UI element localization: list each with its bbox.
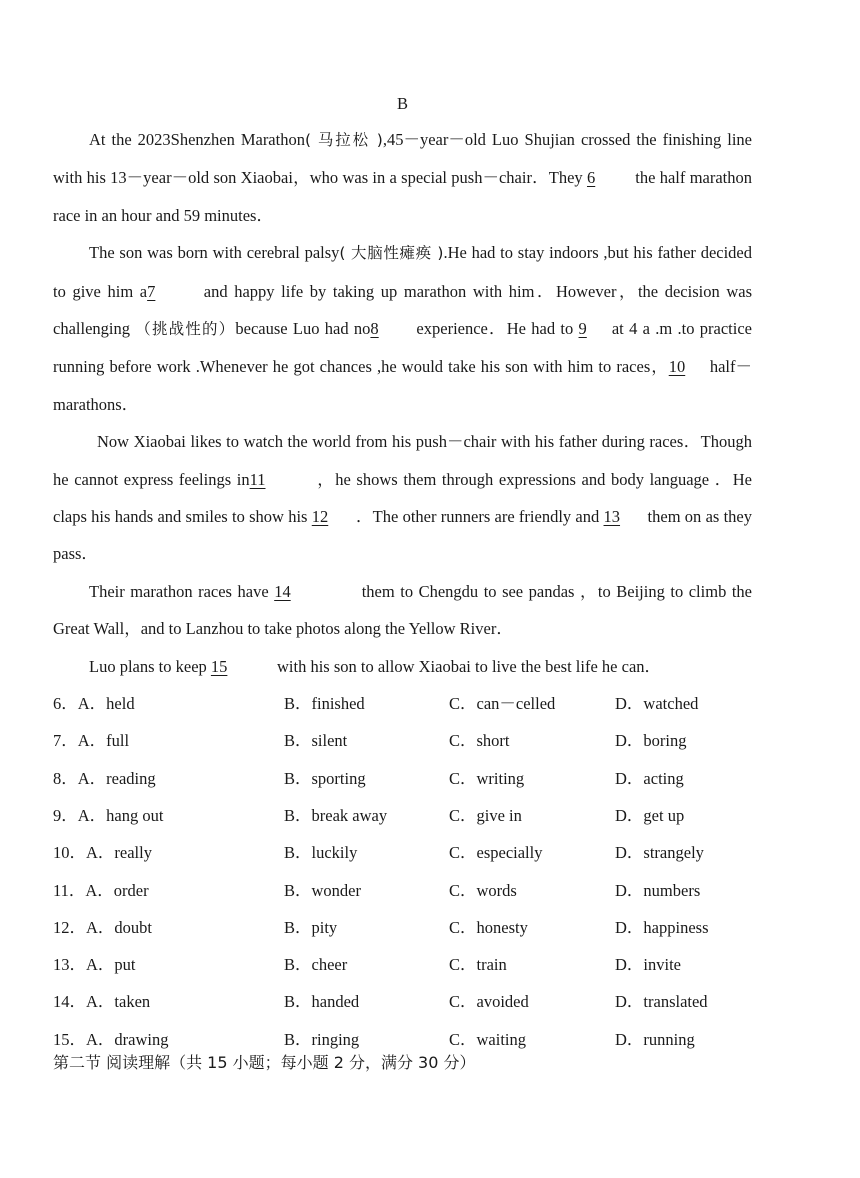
blank-10[interactable]: 10: [668, 357, 686, 377]
document-page: [53, 90, 752, 1058]
option-a[interactable]: 14．A．taken: [53, 992, 151, 1012]
passage-paragraph-4: Their marathon races have 14 them to Chengdu to see pandas ，to Beijing to climb the Great Wall，and to Lanzhou to take photos along the Yellow River．: [53, 573, 752, 648]
option-a[interactable]: 10．A．really: [53, 843, 152, 863]
option-b[interactable]: B．wonder: [284, 880, 361, 900]
option-a[interactable]: 15．A．drawing: [53, 1029, 169, 1049]
option-c[interactable]: C．words: [449, 880, 517, 900]
option-a[interactable]: 8．A．reading: [53, 768, 156, 788]
blank-11[interactable]: 11: [249, 469, 266, 489]
passage-paragraph-2: The son was born with cerebral palsy( 大脑性瘫痪 ).He had to stay indoors ,but his father decided to give him a7 and happy life by taking up marathon with him．However，the decision was challenging （挑战性的）because Luo had no8 experience．He had to 9 at 4 a .m .to practice running before work .Whenever he got chances ,he would take his son with him to races，10 half－marathons．: [53, 243, 753, 414]
passage-paragraph-1: At the 2023Shenzhen Marathon( 马拉松 ),45－year－old Luo Shujian crossed the finishing line with his 13－year－old son Xiaobai，who was in a special push－chair．They 6 the half marathon race in an hour and 59 minutes．: [53, 130, 753, 225]
option-c[interactable]: C．train: [449, 955, 507, 975]
option-a[interactable]: 13．A．put: [53, 955, 136, 975]
option-d[interactable]: D．boring: [615, 731, 687, 751]
option-d[interactable]: D．acting: [615, 768, 684, 788]
blank-7[interactable]: 7: [147, 281, 156, 301]
option-d[interactable]: D．invite: [615, 955, 681, 975]
option-d[interactable]: D．watched: [615, 694, 699, 714]
option-row: [53, 760, 752, 797]
option-a[interactable]: 6．A．held: [53, 694, 135, 714]
option-row: [53, 909, 752, 946]
option-c[interactable]: C．honesty: [449, 917, 528, 937]
option-a[interactable]: 7．A．full: [53, 731, 130, 751]
option-b[interactable]: B．finished: [284, 694, 365, 714]
option-b[interactable]: B．luckily: [284, 843, 358, 863]
option-b[interactable]: B．silent: [284, 731, 348, 751]
option-b[interactable]: B．ringing: [284, 1029, 360, 1049]
option-b[interactable]: B．pity: [284, 917, 338, 937]
blank-6[interactable]: 6: [586, 168, 596, 188]
option-c[interactable]: C．avoided: [449, 992, 529, 1012]
option-row: [53, 722, 752, 759]
option-row: [53, 834, 752, 871]
option-d[interactable]: D．get up: [615, 805, 685, 825]
blank-8[interactable]: 8: [370, 319, 379, 339]
option-c[interactable]: C．writing: [449, 768, 525, 788]
option-c[interactable]: C．can－celled: [449, 694, 556, 714]
section-title: 第二节 阅读理解（共 15 小题；每小题 2 分，满分 30 分）: [53, 1053, 476, 1072]
passage-paragraph-3: Now Xiaobai likes to watch the world from his push－chair with his father during races．Though he cannot express feelings in11 ，he shows them through expressions and body language ．He claps his hands and smiles to show his 12 ．The other runners are friendly and 13 them on as they pass．: [53, 432, 752, 564]
blank-12[interactable]: 12: [311, 507, 329, 527]
blank-14[interactable]: 14: [274, 581, 291, 601]
option-b[interactable]: B．sporting: [284, 768, 366, 788]
option-b[interactable]: B．handed: [284, 992, 360, 1012]
option-row: [53, 872, 752, 909]
option-d[interactable]: D．happiness: [615, 917, 709, 937]
option-row: [53, 797, 752, 834]
option-a[interactable]: 9．A．hang out: [53, 805, 164, 825]
option-c[interactable]: C．especially: [449, 843, 543, 863]
option-b[interactable]: B．cheer: [284, 955, 348, 975]
answer-options: [53, 685, 752, 1058]
blank-13[interactable]: 13: [603, 507, 621, 527]
blank-15[interactable]: 15: [210, 656, 228, 676]
option-row: [53, 983, 752, 1020]
option-c[interactable]: C．give in: [449, 805, 522, 825]
option-b[interactable]: B．break away: [284, 805, 388, 825]
option-d[interactable]: D．translated: [615, 992, 708, 1012]
option-row: [53, 946, 752, 983]
section-letter: B: [396, 94, 408, 113]
option-c[interactable]: C．short: [449, 731, 510, 751]
option-row: [53, 685, 752, 722]
option-d[interactable]: D．numbers: [615, 880, 701, 900]
passage-paragraph-5: Luo plans to keep 15 with his son to allow Xiaobai to live the best life he can．: [53, 648, 752, 685]
option-d[interactable]: D．strangely: [615, 843, 704, 863]
option-a[interactable]: 12．A．doubt: [53, 917, 152, 937]
option-c[interactable]: C．waiting: [449, 1029, 526, 1049]
blank-9[interactable]: 9: [578, 319, 587, 339]
option-d[interactable]: D．running: [615, 1029, 695, 1049]
option-a[interactable]: 11．A．order: [53, 880, 149, 900]
